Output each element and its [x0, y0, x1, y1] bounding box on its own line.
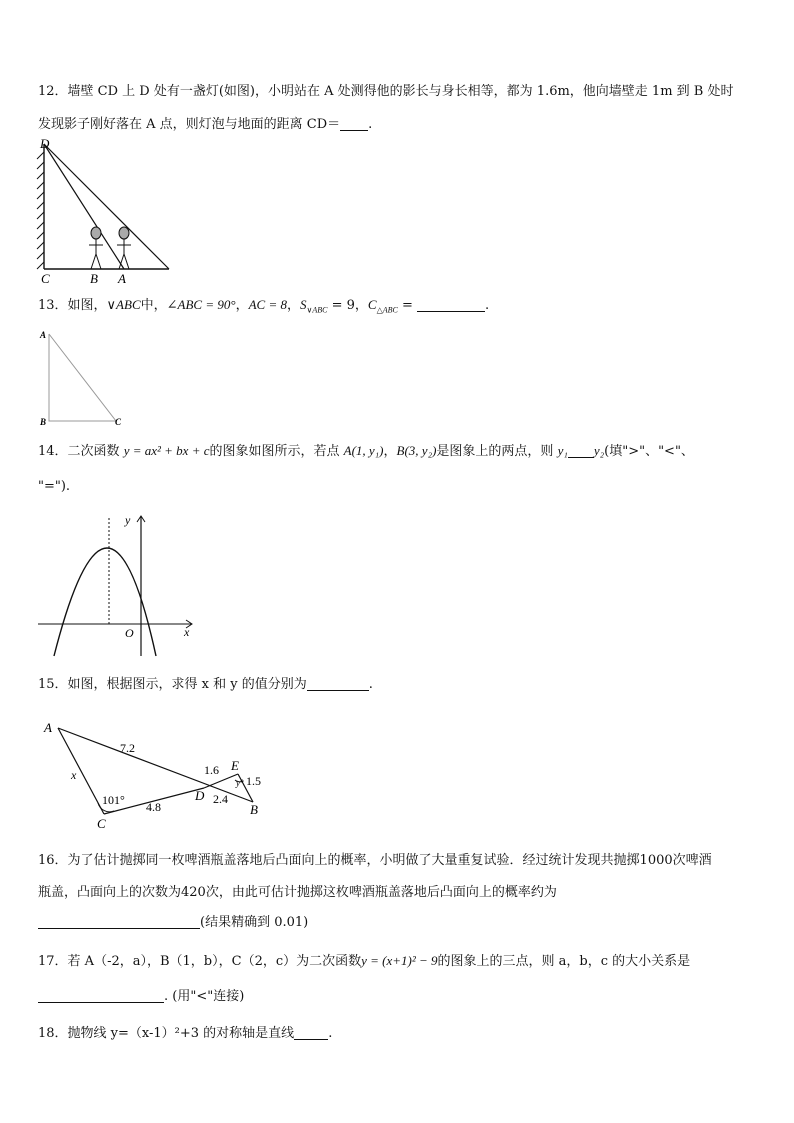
segment-AB [58, 728, 253, 802]
q12-line2 [38, 116, 372, 134]
q12-figure [28, 136, 178, 288]
q14-p5: (填">"、"<"、 [604, 444, 694, 459]
q14-p2: 的图象如图所示，若点 [209, 444, 344, 459]
q17-note: . (用"<"连接) [164, 989, 245, 1004]
q15-answer-blank[interactable] [307, 676, 369, 691]
length-4-8: 4.8 [146, 800, 161, 814]
q17-line2 [38, 988, 244, 1006]
label-x: x [184, 625, 190, 639]
q17-equation: y = (x+1)² − 9 [361, 953, 438, 968]
length-7-2: 7.2 [120, 741, 135, 755]
q13-mid: 中， [140, 298, 167, 313]
q15-figure [38, 714, 278, 832]
q15-line [38, 676, 373, 694]
label-B: B [90, 271, 98, 286]
q14-figure [34, 508, 204, 662]
label-E: E [231, 758, 239, 773]
q13-perimeter-symbol: C [367, 297, 377, 312]
q13-area-value: = 9 [327, 298, 355, 313]
q13-figure [34, 326, 134, 430]
label-C: C [115, 417, 122, 427]
q13-prefix: 13．如图， [38, 298, 107, 313]
q14-y1: y₁ [557, 443, 568, 458]
label-y: y [125, 513, 131, 527]
label-origin: O [125, 626, 134, 640]
q14-p1: 14．二次函数 [38, 444, 124, 459]
q13-perimeter-sub: △ABC [376, 305, 398, 315]
person-at-A [117, 227, 131, 269]
ray-to-A [44, 144, 124, 269]
q14-point-A: A(1, y₁) [343, 443, 384, 458]
q13-area-symbol: S [299, 297, 307, 312]
angle-101: 101° [102, 793, 125, 807]
q14-equation: y = ax² + bx + c [123, 443, 210, 458]
right-triangle [49, 334, 116, 421]
q18-answer-blank[interactable] [294, 1025, 328, 1040]
ray-to-far-shadow [44, 144, 169, 269]
label-D: D [40, 136, 50, 151]
q13-sep2: ， [286, 298, 300, 313]
q12-answer-blank[interactable] [340, 116, 368, 131]
q17-line1 [38, 952, 690, 971]
q12-line1: 12．墙壁 CD 上 D 处有一盏灯(如图)，小明站在 A 处测得他的影长与身长相等，都为 1.6m，他向墙壁走 1m 到 B 处时 [38, 84, 734, 99]
q18-end: . [328, 1026, 333, 1041]
label-B: B [250, 802, 258, 817]
q13-line [38, 296, 489, 320]
q16-line2: 瓶盖，凸面向上的次数为420次，由此可估计抛掷这枚啤酒瓶盖落地后凸面向上的概率约为 [38, 885, 557, 900]
q16-note: (结果精确到 0.01) [200, 915, 309, 930]
q14-p3: ， [383, 444, 397, 459]
length-1-5: 1.5 [246, 774, 261, 788]
q13-angle: ∠ABC = 90° [166, 297, 236, 312]
q12-text: 发现影子刚好落在 A 点，则灯泡与地面的距离 CD＝ [38, 117, 341, 132]
label-x: x [71, 768, 77, 782]
q18-text: 18．抛物线 y=（x-1）²+3 的对称轴是直线 [38, 1026, 295, 1041]
q14-p4: 是图象上的两点，则 [436, 444, 558, 459]
q13-end: . [485, 298, 490, 313]
q17-answer-blank[interactable] [38, 988, 164, 1003]
q13-area-sub: ∨ABC [306, 305, 328, 315]
label-D: D [195, 788, 205, 803]
q13-triangle: ∨ABC [106, 297, 141, 312]
q16-line3 [38, 914, 308, 932]
label-C: C [97, 816, 106, 831]
q14-point-B: B(3, y₂) [396, 443, 437, 458]
q16-line1: 16．为了估计抛掷同一枚啤酒瓶盖落地后凸面向上的概率，小明做了大量重复试验．经过统计发现共抛掷1000次啤酒 [38, 853, 712, 868]
q17-text-a: 17．若 A（-2，a），B（1，b），C（2，c）为二次函数 [38, 954, 362, 969]
q14-line1 [38, 442, 694, 461]
q16-answer-blank[interactable] [38, 914, 200, 929]
person-at-B [89, 227, 103, 269]
label-A: A [40, 330, 47, 340]
q17-text-b: 的图象上的三点，则 a，b，c 的大小关系是 [437, 954, 691, 969]
segment-AC [58, 728, 104, 814]
label-y-angle: y° [236, 778, 244, 788]
label-B: B [40, 417, 47, 427]
wall-hatching [37, 152, 44, 269]
label-C: C [41, 271, 50, 286]
q13-sep1: ， [235, 298, 249, 313]
q13-eq: = [397, 298, 418, 313]
label-A: A [44, 720, 52, 735]
length-2-4: 2.4 [213, 792, 228, 806]
length-1-6: 1.6 [204, 763, 219, 777]
q13-sep3: ， [354, 298, 368, 313]
label-A: A [118, 271, 126, 286]
q18-line [38, 1025, 332, 1043]
q15-end: . [368, 677, 373, 692]
q13-answer-blank[interactable] [417, 297, 485, 312]
q13-ac: AC = 8 [248, 297, 287, 312]
q12-end: . [368, 117, 373, 132]
q14-line2: "="). [38, 479, 71, 494]
q14-y2: y₂ [593, 443, 605, 458]
q14-answer-blank[interactable] [568, 443, 594, 458]
q15-text: 15．如图，根据图示，求得 x 和 y 的值分别为 [38, 677, 307, 692]
